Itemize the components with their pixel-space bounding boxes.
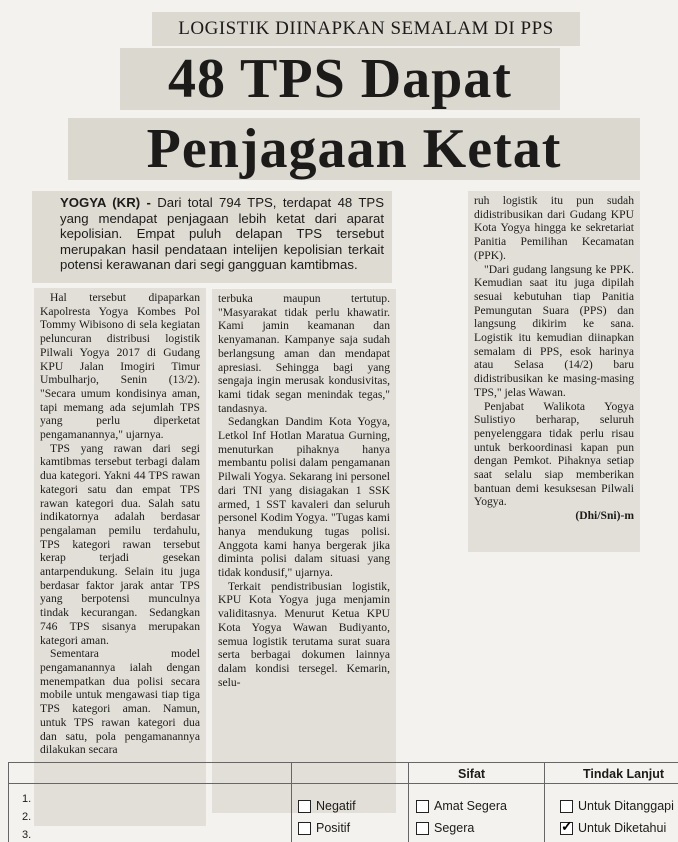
paragraph: "Dari gudang langsung ke PPK. Kemudian saat itu juga dipilah sesuai kebutuhan tiap Panitia Pemungutan Suara (PPS) dan langsung dikirim ke sana. Logistik itu kemudian diinapkan semalam di PPS, esok harinya atau Selasa (14/2) baru didistribusikan ke masing-masing TPS," jelas Wawan. bbox=[474, 262, 634, 399]
checkbox[interactable] bbox=[416, 800, 429, 813]
paragraph: TPS yang rawan dari segi kamtibmas tersebut terbagi dalam dua kategori. Yakni 44 TPS rawan kategori satu dan empat TPS rawan kategori dua. Salah satu indikatornya adalah berdasar pengalaman pemilu terdahulu, TPS kategori rawan tersebut kerap terjadi gesekan antarpendukung. Selain itu juga berdasar faktor jarak antar TPS yang berpotensi munculnya tindak kecurangan. Sedangkan 746 TPS sisanya merupakan kategori aman. bbox=[40, 441, 200, 647]
option-untuk-diketahui[interactable]: ✓ Untuk Diketahui bbox=[560, 821, 666, 835]
option-untuk-ditanggapi[interactable]: Untuk Ditanggapi bbox=[560, 799, 674, 813]
clipping-form bbox=[8, 762, 678, 842]
row-number: 3. bbox=[22, 829, 32, 841]
paragraph: ruh logistik itu pun sudah didistribusikan dari Gudang KPU Kota Yogya hingga ke sekretariat Panitia Pemilihan Kecamatan (PPK). bbox=[474, 194, 634, 262]
paragraph: Hal tersebut dipaparkan Kapolresta Yogya Kombes Pol Tommy Wibisono di sela kegiatan peluncuran distribusi logistik Pilwali Yogya 2017 di Gudang KPU Jalan Imogiri Timur Umbulharjo, Senin (13/2). "Secara umum kondisinya aman, tapi memang ada sejumlah TPS yang perlu diperketat pengamanannya," ujarnya. bbox=[40, 291, 200, 442]
headline-line-1: 48 TPS Dapat bbox=[120, 48, 560, 110]
checkbox-checked[interactable] bbox=[560, 822, 573, 835]
article-column-1 bbox=[34, 288, 206, 826]
checkbox[interactable] bbox=[298, 800, 311, 813]
headline-line-2: Penjagaan Ketat bbox=[68, 118, 640, 180]
article-column-2 bbox=[212, 289, 396, 813]
paragraph: Penjabat Walikota Yogya Sulistiyo berharap, seluruh penyelenggara tidak perlu risau untuk berkoordinasi kapan pun dengan Pemkot. Pihaknya setiap saat selalu siap memberikan bantuan demi kesuksesan Pilwali Yogya. bbox=[474, 399, 634, 509]
checkbox[interactable] bbox=[560, 800, 573, 813]
checkbox[interactable] bbox=[416, 822, 429, 835]
dateline: YOGYA (KR) - bbox=[60, 195, 151, 210]
row-number: 1. bbox=[22, 793, 32, 805]
option-positif[interactable]: Positif bbox=[298, 821, 350, 835]
paragraph: Terkait pendistribusian logistik, KPU Kota Yogya juga menjamin validitasnya. Menurut Ketua KPU Kota Yogya Wawan Budiyanto, semua logistik terutama surat suara serta berbagai dokumen lainnya dalam kondisi tersegel. Kemarin, selu- bbox=[218, 579, 390, 689]
option-segera[interactable]: Segera bbox=[416, 821, 474, 835]
header-tindak-lanjut: Tindak Lanjut bbox=[583, 767, 665, 781]
lead-text: Dari total 794 TPS, terdapat 48 TPS yang mendapat penjagaan lebih ketat dari aparat kepolisian. Empat puluh delapan TPS tersebut merupakan hasil pendataan intelijen kepolisian terkait potensi kerawanan dari segi gangguan kamtibmas. bbox=[60, 195, 385, 273]
article-column-3 bbox=[468, 191, 640, 552]
header-sifat: Sifat bbox=[458, 767, 486, 781]
paragraph: Sementara model pengamanannya ialah dengan menempatkan dua polisi secara mobile untuk mengawasi tiap tiga TPS kategori aman. Namun, untuk TPS rawan kategori dua dan satu, pola pengamanannya dilakukan secara bbox=[40, 647, 200, 757]
lead-paragraph bbox=[32, 191, 392, 283]
kicker-headline: LOGISTIK DIINAPKAN SEMALAM DI PPS bbox=[152, 12, 580, 46]
paragraph: terbuka maupun tertutup. "Masyarakat tidak perlu khawatir. Kami jamin keamanan dan kenyamanan. Kampanye saja sudah berlangsung aman dan mendapat apresiasi. Sehingga bagi yang sengaja ingin merusak kondusivitas, kami tidak segan menindak tegas," tandasnya. bbox=[218, 292, 390, 415]
byline-signature: (Dhi/Sni)-m bbox=[575, 509, 634, 523]
paragraph: Sedangkan Dandim Kota Yogya, Letkol Inf Hotlan Maratua Gurning, menuturkan pihaknya hanya membantu polisi dalam pengamanan Pilwali Yogya. Sekarang ini personel dari TNI yang disiagakan 1 SSK armed, 1 SST kavaleri dan seluruh personel Kodim Yogya. "Tugas kami hanya mendukung tugas polisi. Anggota kami hanya bergerak jika diminta polisi dalam situasi yang tidak kondusif," ujarnya. bbox=[218, 415, 390, 580]
option-negatif[interactable]: Negatif bbox=[298, 799, 356, 813]
checkbox[interactable] bbox=[298, 822, 311, 835]
option-amat-segera[interactable]: Amat Segera bbox=[416, 799, 507, 813]
row-number: 2. bbox=[22, 811, 32, 823]
